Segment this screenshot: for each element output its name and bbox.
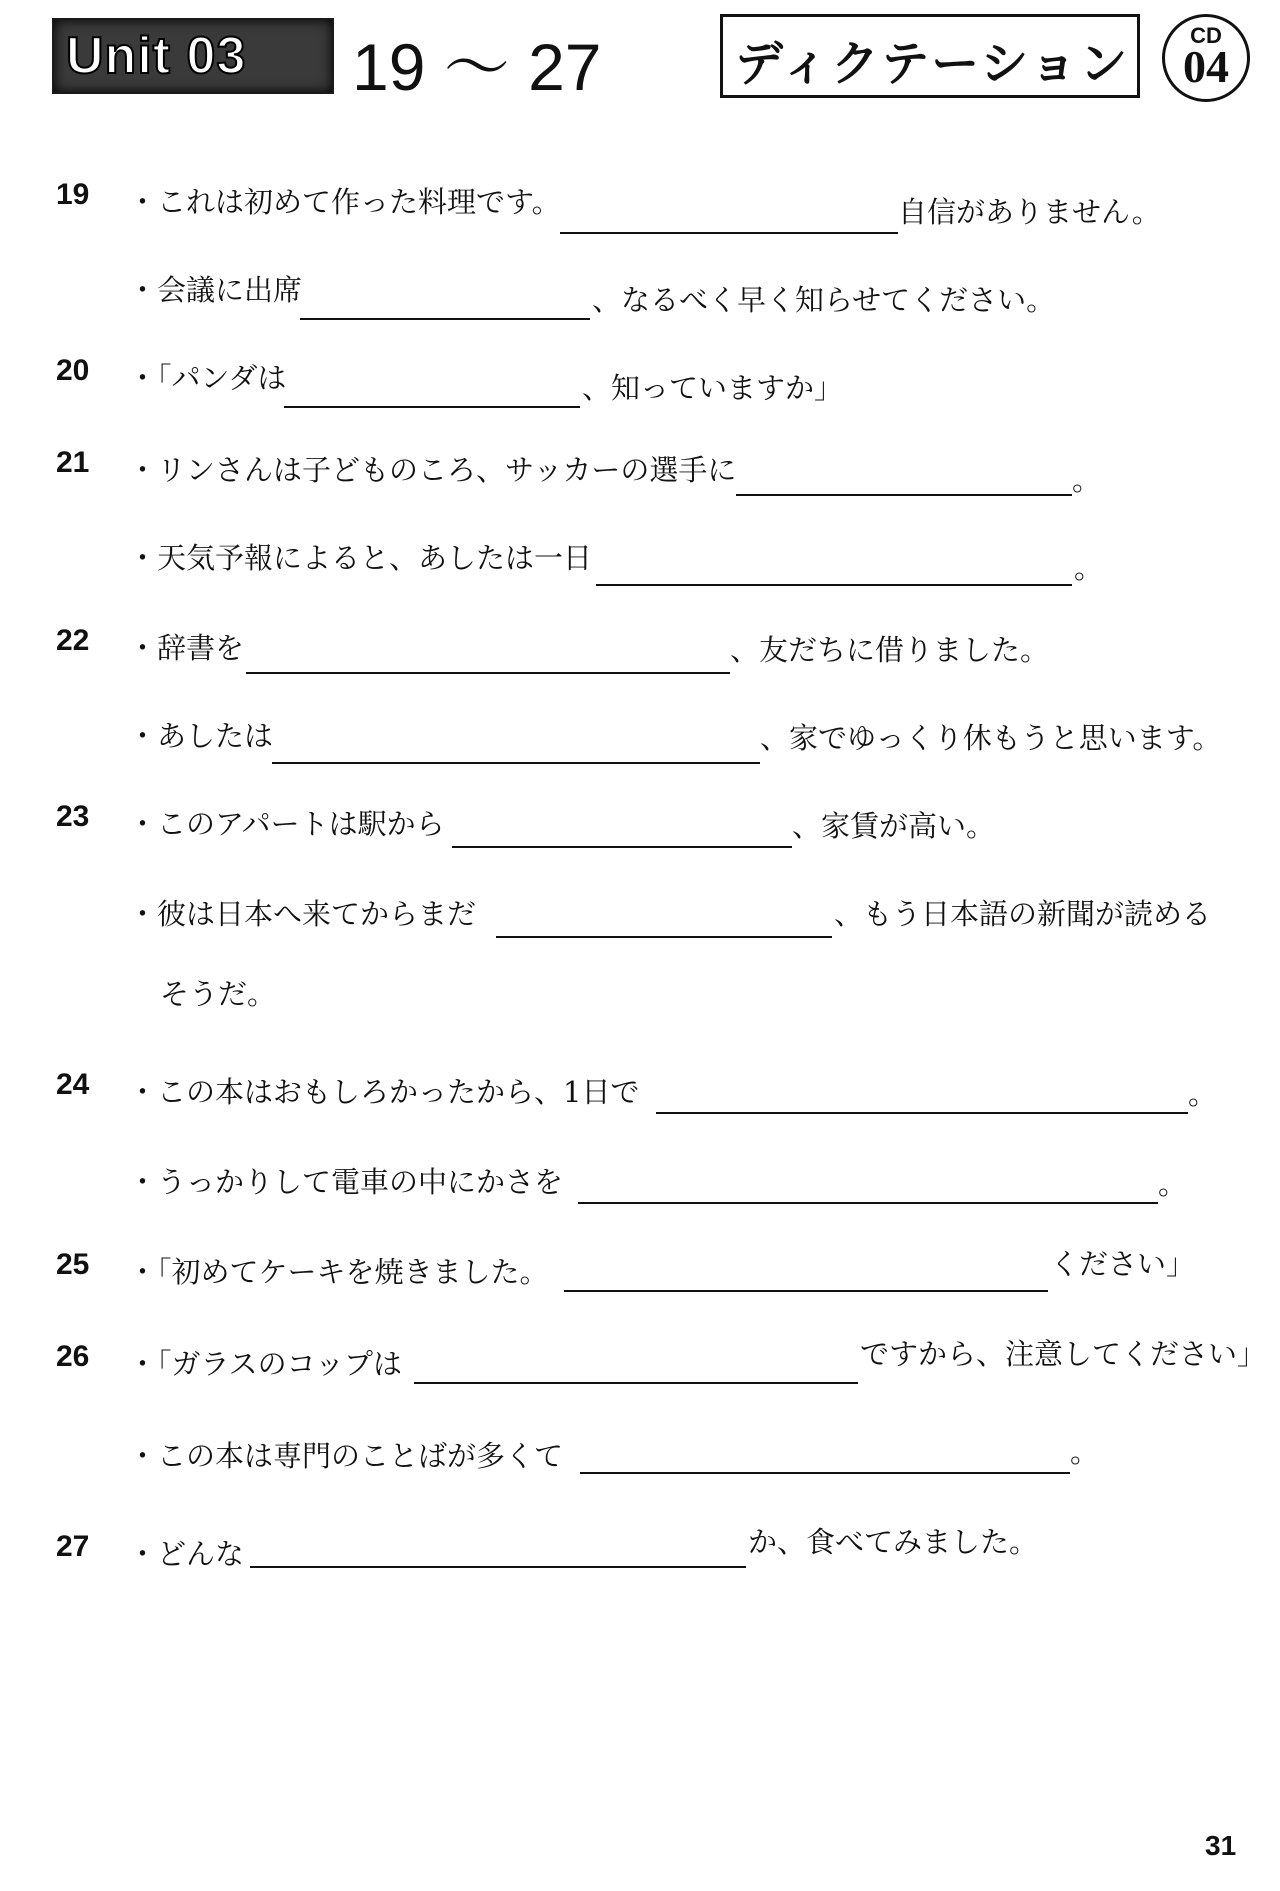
item-number: 20 xyxy=(56,354,90,387)
sentence-before: ・リンさんは子どものころ、サッカーの選手に xyxy=(128,453,737,487)
answer-blank[interactable] xyxy=(284,404,580,408)
sentence-before: ・うっかりして電車の中にかさを xyxy=(128,1165,564,1199)
item-number: 27 xyxy=(56,1530,90,1563)
page-number: 31 xyxy=(1205,1830,1237,1861)
cd-track-icon xyxy=(1162,14,1250,102)
sentence-before: ・「初めてケーキを焼きました。 xyxy=(128,1255,549,1289)
item-number: 21 xyxy=(56,446,90,479)
sentence-before: ・会議に出席 xyxy=(128,273,303,307)
answer-blank[interactable] xyxy=(596,582,1072,586)
cd-label: CD xyxy=(1190,23,1222,48)
answer-blank[interactable] xyxy=(578,1200,1158,1204)
sentence-before: ・「パンダは xyxy=(128,361,287,395)
sentence-after: 。 xyxy=(1188,1077,1218,1111)
sentence-before: ・このアパートは駅から xyxy=(128,807,445,841)
sentence-before: ・これは初めて作った料理です。 xyxy=(128,185,561,219)
answer-blank[interactable] xyxy=(250,1564,746,1568)
sentence-after: か、食べてみました。 xyxy=(748,1525,1039,1559)
sentence-before: ・あしたは xyxy=(128,719,274,753)
answer-blank[interactable] xyxy=(300,316,590,320)
sentence-after: 、家賃が高い。 xyxy=(792,809,996,843)
sentence-after: 。 xyxy=(1070,1435,1100,1469)
sentence-after: 、家でゆっくり休もうと思います。 xyxy=(760,721,1222,755)
unit-label: Unit 03 xyxy=(66,27,247,85)
item-number: 26 xyxy=(56,1340,90,1373)
header xyxy=(52,14,1232,104)
sentence-before: ・どんな xyxy=(128,1537,245,1571)
sentence-after: ですから、注意してください」 xyxy=(860,1337,1267,1371)
sentence-before: ・この本はおもしろかったから、1日で xyxy=(128,1075,640,1109)
answer-blank[interactable] xyxy=(736,492,1072,496)
answer-blank[interactable] xyxy=(272,760,760,764)
answer-blank[interactable] xyxy=(564,1288,1048,1292)
sentence-before: ・彼は日本へ来てからまだ xyxy=(128,897,477,931)
answer-blank[interactable] xyxy=(580,1470,1070,1474)
unit-range: 19 〜 27 xyxy=(352,30,602,104)
item-number: 23 xyxy=(56,800,90,833)
answer-blank[interactable] xyxy=(496,934,832,938)
sentence-after: ください」 xyxy=(1050,1247,1196,1281)
sentence-before: ・この本は専門のことばが多くて xyxy=(128,1439,564,1473)
sentence-after: 自信がありません。 xyxy=(898,195,1161,229)
cd-number: 04 xyxy=(1183,41,1229,92)
item-number: 25 xyxy=(56,1248,90,1281)
item-number: 19 xyxy=(56,178,90,211)
sentence-after: 、知っていますか」 xyxy=(582,371,844,405)
answer-blank[interactable] xyxy=(452,844,792,848)
sentence-continuation: そうだ。 xyxy=(160,977,277,1011)
section-title: ディクテーション xyxy=(735,36,1130,92)
answer-blank[interactable] xyxy=(656,1110,1188,1114)
sentence-after: 。 xyxy=(1072,463,1102,497)
item-number: 24 xyxy=(56,1068,90,1101)
sentence-after: 。 xyxy=(1158,1167,1188,1201)
unit-badge xyxy=(52,18,334,94)
item-number: 22 xyxy=(56,624,90,657)
sentence-after: 、なるべく早く知らせてください。 xyxy=(592,283,1056,317)
sentence-after: 。 xyxy=(1074,551,1104,585)
answer-blank[interactable] xyxy=(414,1380,858,1384)
answer-blank[interactable] xyxy=(560,230,898,234)
sentence-before: ・「ガラスのコップは xyxy=(128,1347,403,1381)
sentence-before: ・天気予報によると、あしたは一日 xyxy=(128,541,593,575)
section-title-box xyxy=(720,14,1140,98)
sentence-before: ・辞書を xyxy=(128,631,245,665)
sentence-after: 、もう日本語の新聞が読める xyxy=(834,897,1212,931)
answer-blank[interactable] xyxy=(246,670,730,674)
sentence-after: 、友だちに借りました。 xyxy=(730,633,1050,667)
